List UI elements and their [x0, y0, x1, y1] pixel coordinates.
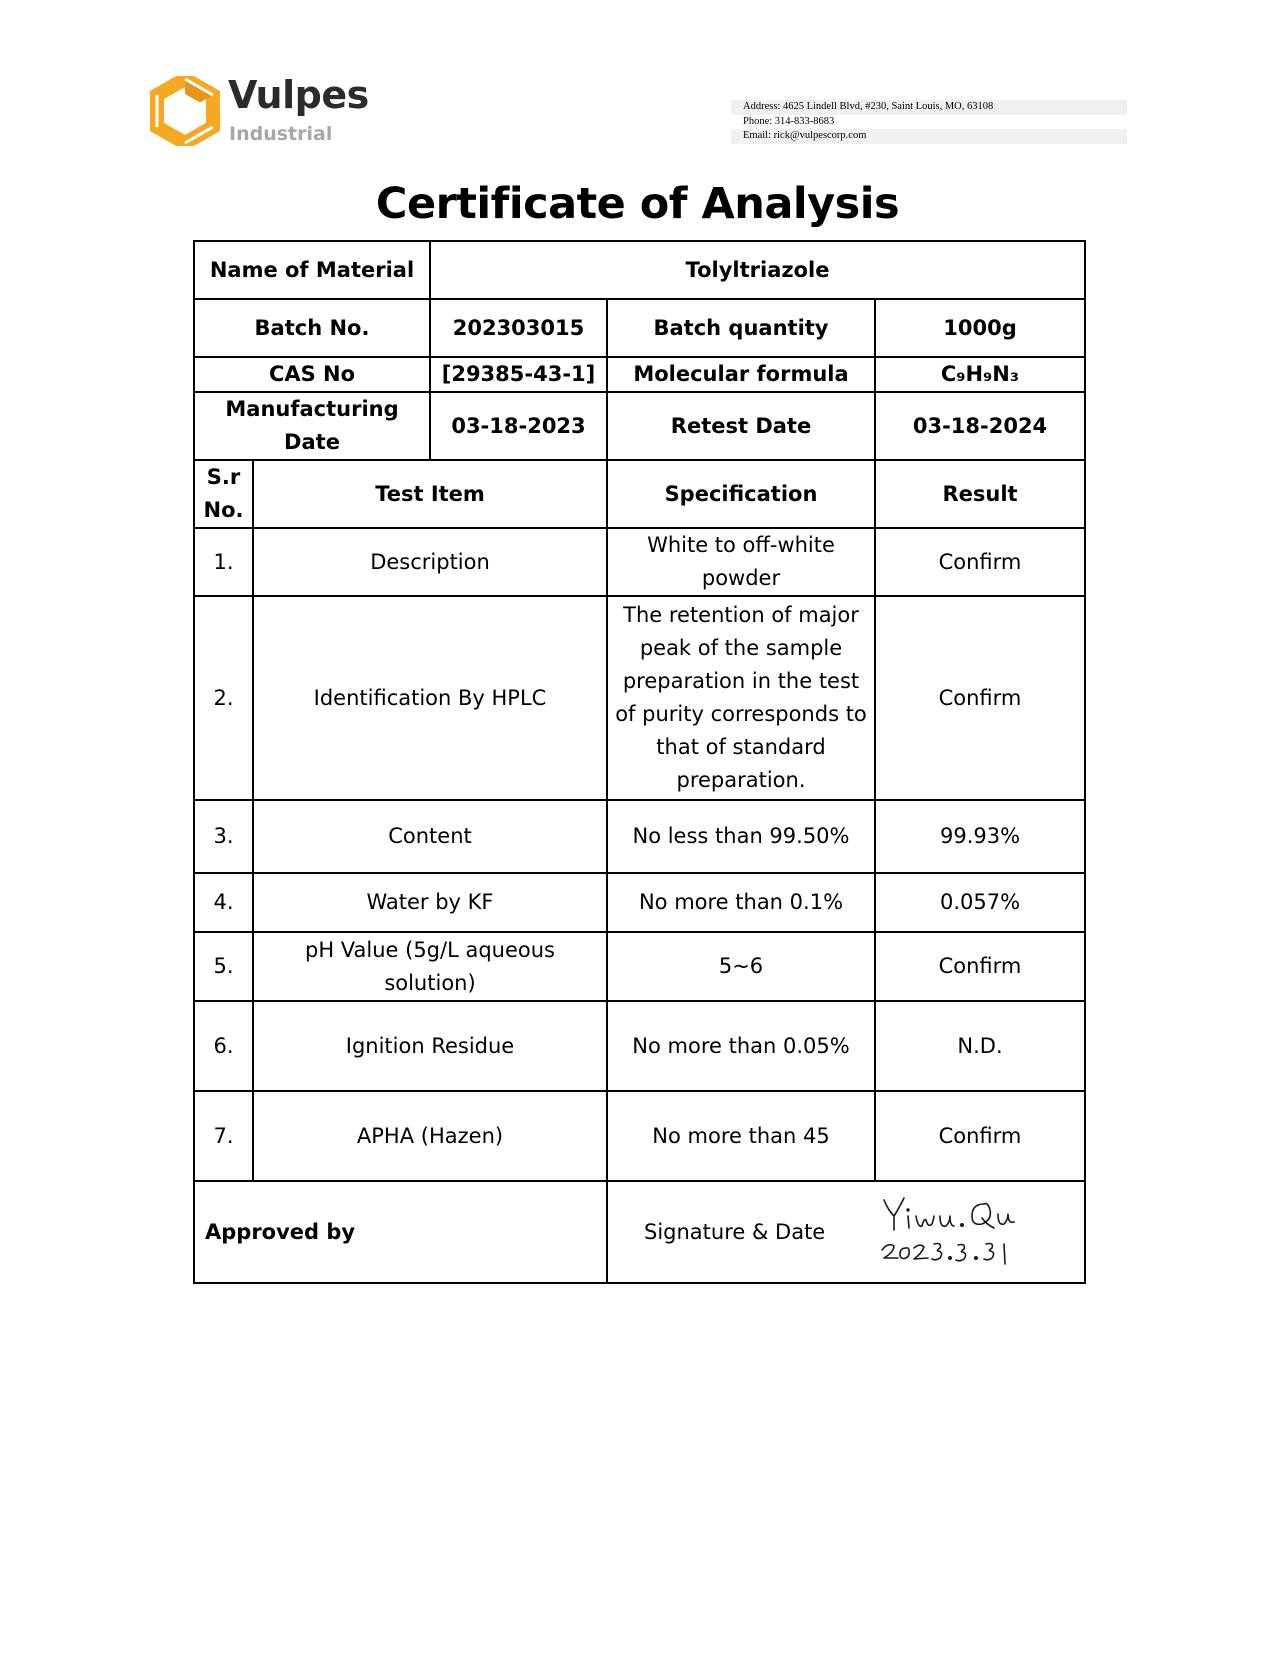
test-row	[194, 596, 1085, 800]
handwritten-signature	[878, 1188, 1028, 1278]
test-spec: 5~6	[607, 932, 875, 1001]
test-result: N.D.	[875, 1001, 1085, 1091]
certificate-table	[193, 240, 1086, 1284]
test-no: 2.	[194, 596, 253, 800]
mfg-date-value: 03-18-2023	[430, 392, 607, 460]
cas-row	[194, 357, 1085, 392]
test-no: 1.	[194, 528, 253, 596]
test-item: Description	[253, 528, 607, 596]
test-result: Confirm	[875, 1091, 1085, 1181]
test-item: Ignition Residue	[253, 1001, 607, 1091]
contact-phone: Phone: 314-833-8683	[743, 115, 835, 127]
test-item: Content	[253, 800, 607, 873]
contact-address: Address: 4625 Lindell Blvd, #230, Saint Louis, MO, 63108	[731, 100, 1127, 115]
test-result: Confirm	[875, 932, 1085, 1001]
contact-email: Email: rick@vulpescorp.com	[731, 129, 1127, 144]
test-row	[194, 1091, 1085, 1181]
test-result: Confirm	[875, 528, 1085, 596]
test-no: 6.	[194, 1001, 253, 1091]
test-row	[194, 873, 1085, 932]
formula-label: Molecular formula	[607, 357, 875, 392]
test-row	[194, 932, 1085, 1001]
test-spec: No more than 0.05%	[607, 1001, 875, 1091]
test-row	[194, 1001, 1085, 1091]
test-result: Confirm	[875, 596, 1085, 800]
batch-value: 202303015	[430, 299, 607, 357]
signature-cell	[607, 1181, 1085, 1283]
header-sr-no-line1: S.r	[206, 465, 241, 489]
cas-value: [29385-43-1]	[430, 357, 607, 392]
brand-subtitle: Industrial	[229, 123, 333, 145]
material-name-row	[194, 241, 1085, 299]
brand-name: Vulpes	[228, 73, 369, 117]
test-result: 99.93%	[875, 800, 1085, 873]
signature-date-label: Signature & Date	[644, 1220, 826, 1244]
test-spec: No more than 0.1%	[607, 873, 875, 932]
test-spec: The retention of major peak of the sample preparation in the test of purity corresponds to that of standard preparation.	[607, 596, 875, 800]
retest-date-label: Retest Date	[607, 392, 875, 460]
formula-value: C₉H₉N₃	[875, 357, 1085, 392]
test-row	[194, 528, 1085, 596]
test-item: APHA (Hazen)	[253, 1091, 607, 1181]
header-sr-no	[194, 460, 253, 528]
page-title: Certificate of Analysis	[375, 179, 900, 229]
test-result: 0.057%	[875, 873, 1085, 932]
header-sr-no-line2: No.	[203, 498, 244, 522]
test-no: 7.	[194, 1091, 253, 1181]
cas-label: CAS No	[194, 357, 430, 392]
material-name-value: Tolyltriazole	[430, 241, 1085, 299]
batch-qty-label: Batch quantity	[607, 299, 875, 357]
contact-block	[731, 100, 1127, 144]
retest-date-value: 03-18-2024	[875, 392, 1085, 460]
test-no: 4.	[194, 873, 253, 932]
approval-row	[194, 1181, 1085, 1283]
test-spec: White to off-white powder	[607, 528, 875, 596]
header-result: Result	[875, 460, 1085, 528]
material-name-label: Name of Material	[194, 241, 430, 299]
batch-row	[194, 299, 1085, 357]
approved-by-label: Approved by	[194, 1181, 607, 1283]
batch-qty-value: 1000g	[875, 299, 1085, 357]
test-no: 3.	[194, 800, 253, 873]
test-item: pH Value (5g/L aqueous solution)	[253, 932, 607, 1001]
test-header-row	[194, 460, 1085, 528]
test-no: 5.	[194, 932, 253, 1001]
test-item: Identification By HPLC	[253, 596, 607, 800]
date-row	[194, 392, 1085, 460]
vulpes-logo-icon	[150, 76, 220, 146]
test-spec: No less than 99.50%	[607, 800, 875, 873]
header-test-item: Test Item	[253, 460, 607, 528]
batch-label: Batch No.	[194, 299, 430, 357]
header-specification: Specification	[607, 460, 875, 528]
test-row	[194, 800, 1085, 873]
test-spec: No more than 45	[607, 1091, 875, 1181]
test-item: Water by KF	[253, 873, 607, 932]
mfg-date-label: Manufacturing Date	[194, 392, 430, 460]
